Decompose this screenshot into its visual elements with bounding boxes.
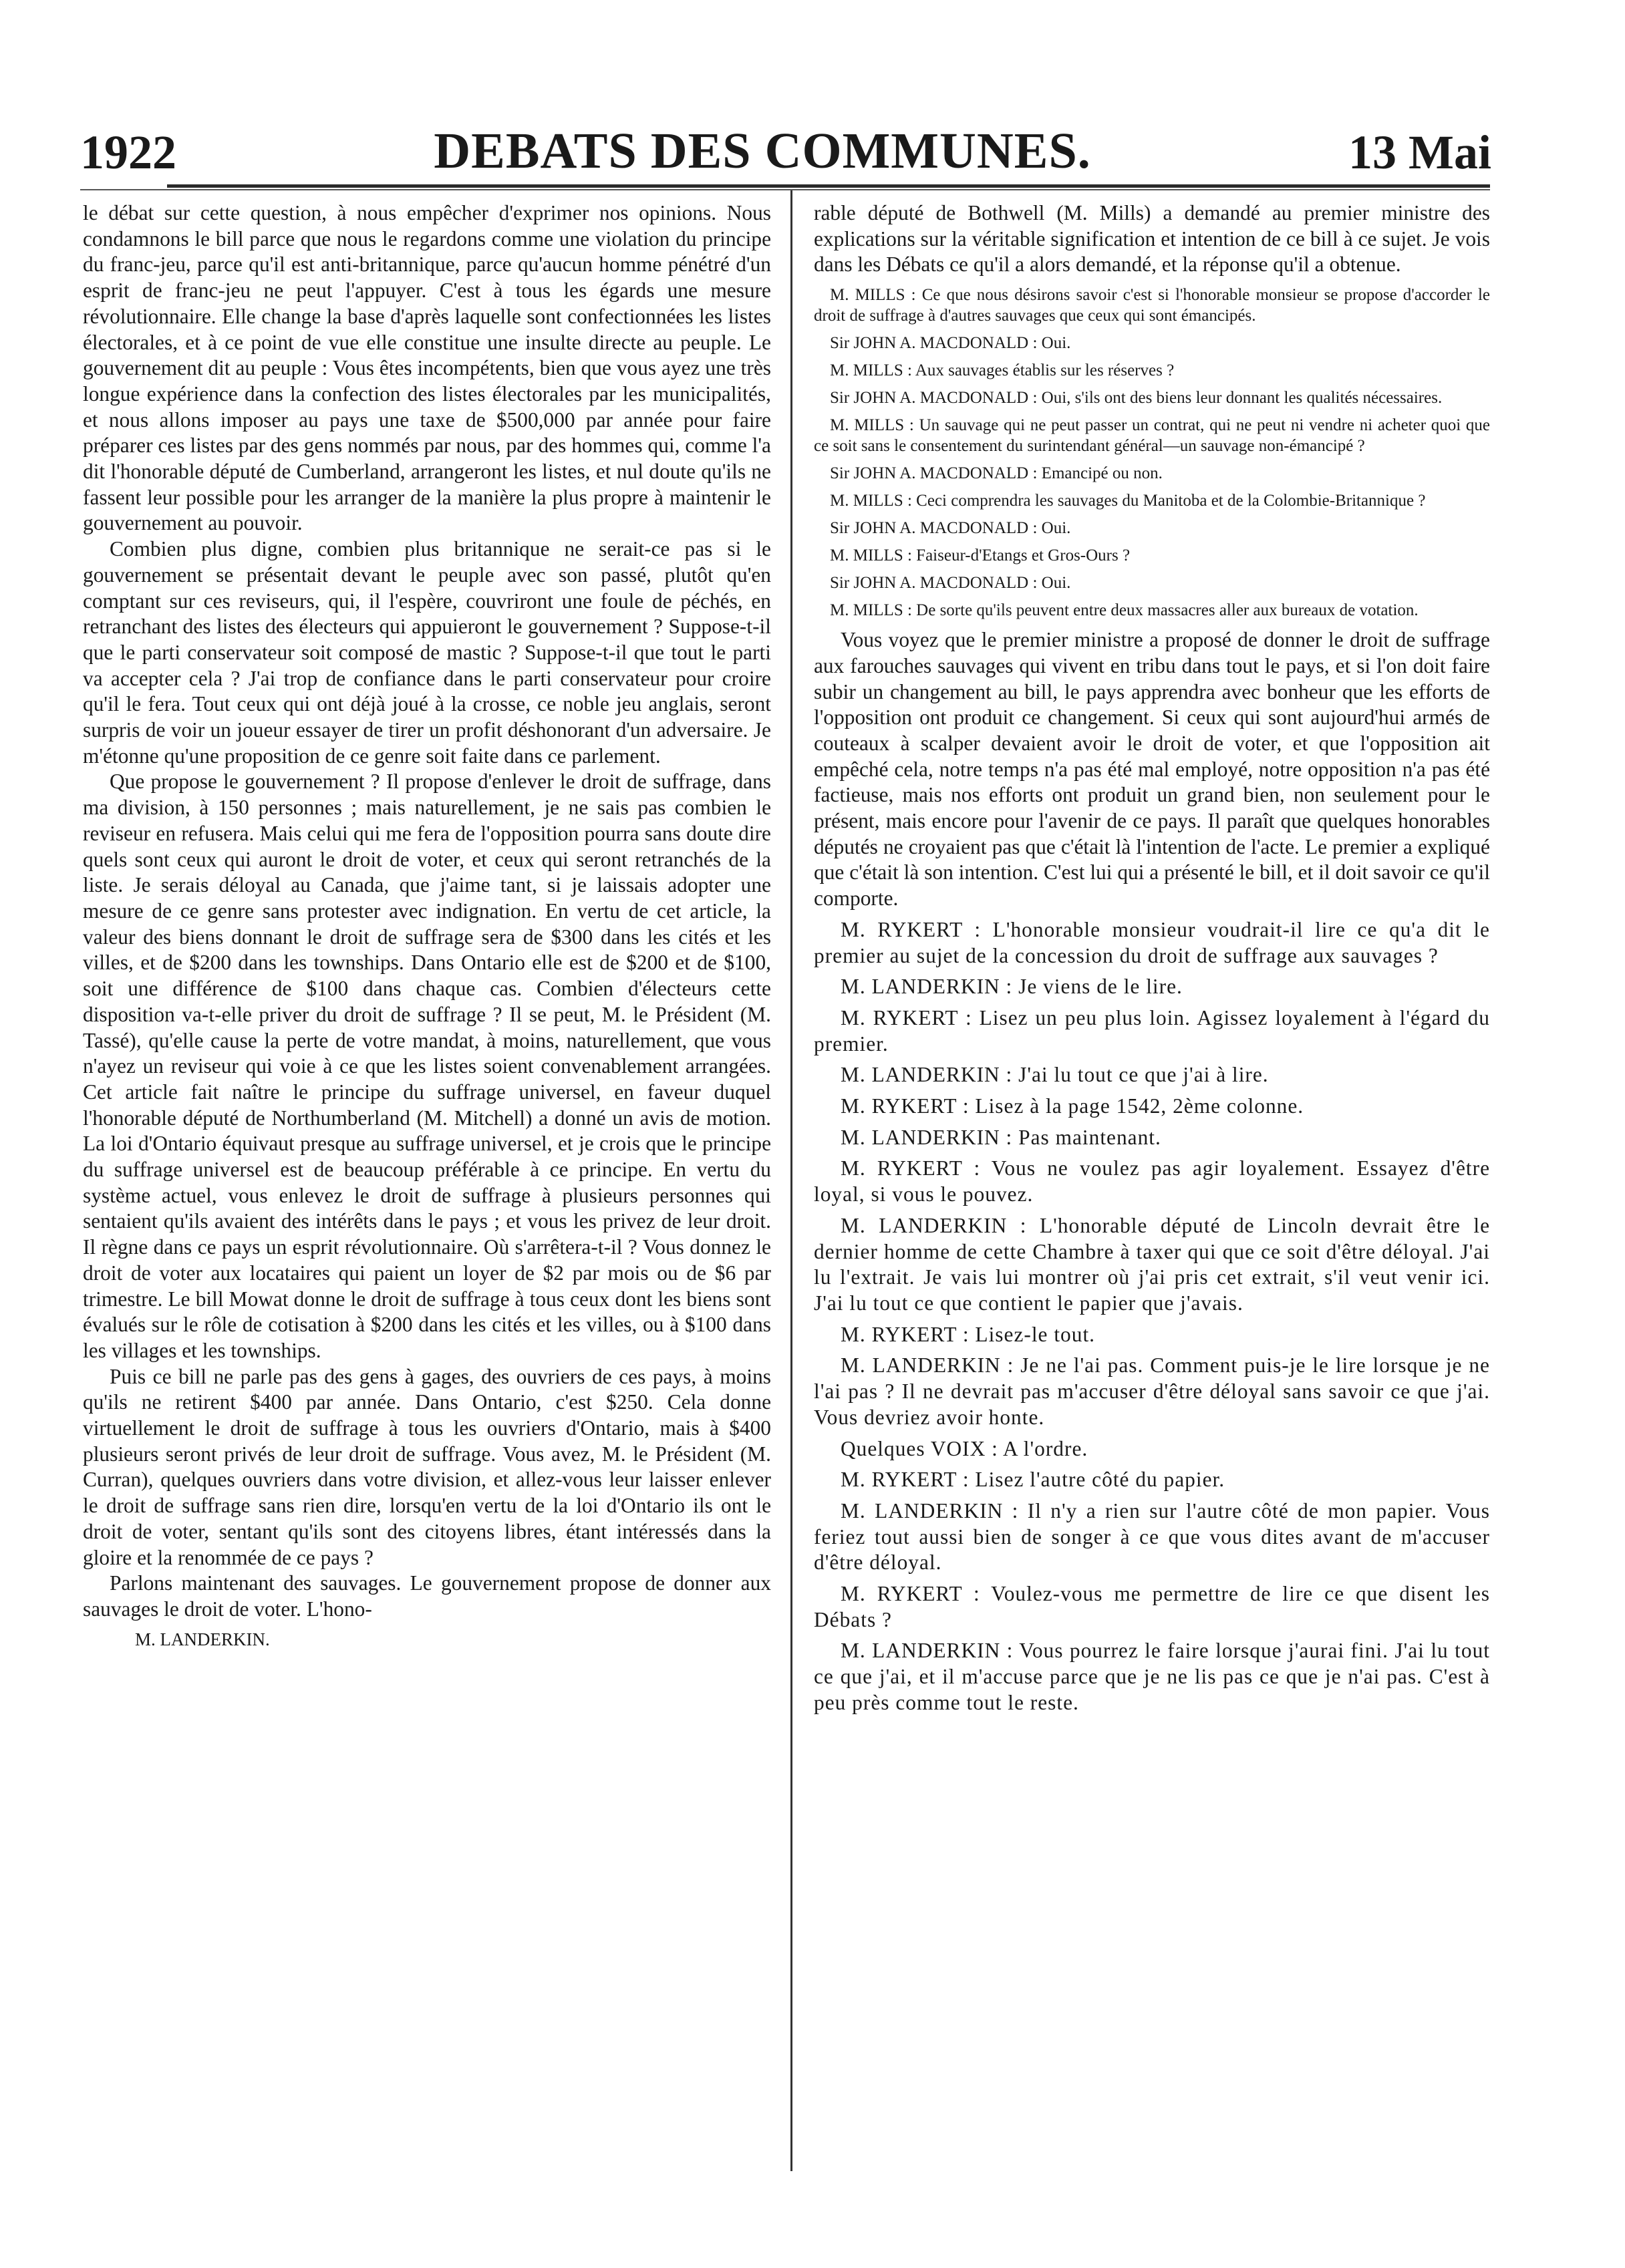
speech-line: M. LANDERKIN : L'honorable député de Lincoln devrait être le dernier homme de cette Chambre à taxer qui que ce soit d'être déloyal. J'ai lu l'extrait. Je vais lui montrer où j'ai pris cet extrait, s'il veut venir ici. J'ai lu tout ce que contient le papier que j'avais. [814, 1213, 1490, 1315]
speech-line: M. RYKERT : Lisez l'autre côté du papier. [841, 1468, 1225, 1492]
speech-line: M. LANDERKIN : Pas maintenant. [841, 1125, 1161, 1149]
speech-line: M. RYKERT : Lisez-le tout. [841, 1322, 1096, 1346]
speech-line: M. RYKERT : L'honorable monsieur voudrait-il lire ce qu'a dit le premier au sujet de la concession du droit de suffrage aux sauvages ? [814, 917, 1490, 967]
quote-line: M. MILLS : Faiseur-d'Etangs et Gros-Ours ? [830, 546, 1131, 565]
speech-line: Quelques VOIX : A l'ordre. [841, 1436, 1088, 1460]
header-rule [167, 184, 1490, 188]
paragraph: Vous voyez que le premier ministre a proposé de donner le droit de suffrage aux farouches sauvages qui vivent en tribu dans tout le pays, et si l'on doit faire subir un changement au bill, le pays apprendra avec bonheur que les efforts de l'opposition ont produit ce changement. Si ceux qui sont aujourd'hui armés de couteaux à scalper devaient avoir le droit de voter, et que l'opposition ait empêché cela, notre temps n'a pas été mal employé, notre opposition n'a pas été factieuse, mais nos efforts ont produit un grand bien, non seulement pour le présent, mais encore pour l'avenir de ce pays. Il paraît que quelques honorables députés ne croyaient pas que c'était là l'intention de l'acte. Le premier a expliqué que c'était là son intention. C'est lui qui a présenté le bill, et il doit savoir ce qu'il comporte. [814, 628, 1490, 911]
page-date: 13 Mai [1348, 126, 1491, 179]
speech-line: M. RYKERT : Lisez à la page 1542, 2ème colonne. [841, 1094, 1304, 1118]
quote-line: M. MILLS : Aux sauvages établis sur les réserves ? [830, 361, 1175, 380]
right-column [814, 200, 1490, 2191]
quote-line: Sir JOHN A. MACDONALD : Oui. [830, 519, 1071, 538]
speech-line: M. RYKERT : Voulez-vous me permettre de lire ce que disent les Débats ? [814, 1582, 1490, 1631]
page-header [80, 107, 1491, 180]
speaker-signature: M. LANDERKIN. [135, 1629, 270, 1649]
paragraph: Puis ce bill ne parle pas des gens à gages, des ouvriers de ces pays, à moins qu'ils ne retirent $400 par année. Dans Ontario, c'est $250. Cela donne virtuellement le droit de suffrage à tous les ouvriers d'Ontario, mais à $400 plusieurs seront privés de leur droit de suffrage. Vous avez, M. le Président (M. Curran), quelques ouvriers dans votre division, et allez-vous leur laisser enlever le droit de suffrage sans rien dire, lorsqu'en vertu de la loi d'Ontario ils ont le droit de voter, sentant qu'ils sont des citoyens libres, étant intéressés dans la gloire et la renommée de ce pays ? [83, 1364, 771, 1569]
speech-line: M. LANDERKIN : Je ne l'ai pas. Comment puis-je le lire lorsque je ne l'ai pas ? Il ne devrait pas m'accuser d'être déloyal sans savoir ce que j'ai. Vous devriez avoir honte. [814, 1353, 1490, 1429]
paragraph: Combien plus digne, combien plus britannique ne serait-ce pas si le gouvernement se présentait devant le peuple avec son passé, plutôt qu'en comptant sur ces reviseurs, qui, il l'espère, couvriront une foule de péchés, en retranchant des listes des électeurs qui appuieront le gouvernement ? Suppose-t-il que le parti conservateur soit composé de mastic ? Suppose-t-il que tout le parti va accepter cela ? J'ai trop de confiance dans le parti conservateur pour croire qu'il le fera. Tout ceux qui ont déjà joué à la crosse, ce noble jeu anglais, seront surpris de voir un joueur essayer de tirer un profit déshonorant d'un adversaire. Je m'étonne qu'une proposition de ce genre soit faite dans ce parlement. [83, 537, 771, 768]
column-divider [790, 190, 792, 2171]
publication-title: DEBATS DES COMMUNES. [434, 123, 1091, 179]
speech-line: M. LANDERKIN : Je viens de le lire. [841, 975, 1183, 999]
quote-line: M. MILLS : De sorte qu'ils peuvent entre deux massacres aller aux bureaux de votation. [830, 601, 1419, 620]
quote-line: M. MILLS : Ceci comprendra les sauvages du Manitoba et de la Colombie-Britannique ? [830, 492, 1426, 510]
page-number: 1922 [80, 126, 176, 179]
quote-line: Sir JOHN A. MACDONALD : Oui. [830, 334, 1071, 353]
quote-line: Sir JOHN A. MACDONALD : Oui. [830, 574, 1071, 593]
paragraph: Parlons maintenant des sauvages. Le gouvernement propose de donner aux sauvages le droit de voter. L'hono- [83, 1571, 771, 1621]
header-rule-thin [80, 189, 1490, 190]
speech-line: M. LANDERKIN : Il n'y a rien sur l'autre côté de mon papier. Vous feriez tout aussi bien de songer à ce que vous dites avant de m'accuser d'être déloyal. [814, 1498, 1490, 1575]
quoted-exchange [814, 285, 1490, 621]
paragraph: Que propose le gouvernement ? Il propose d'enlever le droit de suffrage, dans ma division, à 150 personnes ; mais naturellement, je ne sais pas combien le reviseur en refusera. Mais celui qui me fera de l'opposition pourra sans doute dire quels sont ceux qui auront le droit de voter, et ceux qui seront retranchés de la liste. Je serais déloyal au Canada, que j'aime tant, si je laissais adopter une mesure de ce genre sans protester avec indignation. En vertu de cet article, la valeur des biens donnant le droit de suffrage sera de $300 dans les cités et les villes, et de $200 dans les townships. Dans Ontario elle est de $200 et de $100, soit une différence de $100 dans chaque cas. Combien d'électeurs cette disposition va-t-elle priver du droit de suffrage ? Il se peut, M. le Président (M. Tassé), qu'elle cause la perte de votre mandat, à moins, naturellement, que vous n'ayez un reviseur qui voie à ce que les listes soient convenablement arrangées. Cet article fait naître le principe du suffrage universel, en faveur duquel l'honorable député de Northumberland (M. Mitchell) a donné un avis de motion. La loi d'Ontario équivaut presque au suffrage universel, et je crois que le principe du suffrage universel est de beaucoup préférable à ce principe. En vertu du système actuel, vous enlevez le droit de suffrage à plusieurs personnes qui sentaient qu'ils avaient des intérêts dans le pays ; et vous les privez de leur droit. Il règne dans ce pays un esprit révolutionnaire. Où s'arrêtera-t-il ? Vous donnez le droit de voter aux locataires qui paient un loyer de $2 par mois ou de $6 par trimestre. Le bill Mowat donne le droit de suffrage à tous ceux dont les biens sont évalués sur le rôle de cotisation à $200 dans les cités et les villes, ou à $100 dans les villages et les townships. [83, 770, 771, 1362]
speech-line: M. RYKERT : Vous ne voulez pas agir loyalement. Essayez d'être loyal, si vous le pouvez. [814, 1156, 1490, 1206]
paragraph: le débat sur cette question, à nous empêcher d'exprimer nos opinions. Nous condamnons le bill parce que nous le regardons comme une violation du principe du franc-jeu, parce qu'il est anti-britannique, parce qu'aucun homme pénétré d'un esprit de franc-jeu ne peut l'appuyer. C'est à tous les égards une mesure révolutionnaire. Elle change la base d'après laquelle sont confectionnées les listes électorales, et à ce point de vue elle constitue une insulte directe au peuple. Le gouvernement dit au peuple : Vous êtes incompétents, bien que vous ayez une très longue expérience dans la confection des listes électorales par les municipalités, et nous allons imposer au pays une taxe de $500,000 par année pour faire préparer ces listes par des gens nommés par nous, par des hommes qui, comme l'a dit l'honorable député de Cumberland, arrangeront les listes, et nul doute qu'ils ne fassent leur possible pour les arranger de la manière la plus propre à maintenir le gouvernement au pouvoir. [83, 201, 771, 535]
left-column [83, 200, 771, 2191]
speech-line: M. LANDERKIN : Vous pourrez le faire lorsque j'aurai fini. J'ai lu tout ce que j'ai, et il m'accuse parce que je ne lis pas ce que je n'ai pas. C'est à peu près comme tout le reste. [814, 1639, 1490, 1714]
paragraph: rable député de Bothwell (M. Mills) a demandé au premier ministre des explications sur la véritable signification et intention de ce bill à ce sujet. Je vois dans les Débats ce qu'il a alors demandé, et la réponse qu'il a obtenue. [814, 201, 1490, 277]
speech-line: M. LANDERKIN : J'ai lu tout ce que j'ai à lire. [841, 1063, 1269, 1087]
quote-line: M. MILLS : Ce que nous désirons savoir c'est si l'honorable monsieur se propose d'accorder le droit de suffrage à d'autres sauvages que ceux qui sont émancipés. [814, 286, 1490, 325]
speech-line: M. RYKERT : Lisez un peu plus loin. Agissez loyalement à l'égard du premier. [814, 1005, 1490, 1056]
quote-line: Sir JOHN A. MACDONALD : Oui, s'ils ont des biens leur donnant les qualités nécessaires. [830, 389, 1443, 408]
quote-line: Sir JOHN A. MACDONALD : Emancipé ou non. [830, 464, 1163, 483]
quote-line: M. MILLS : Un sauvage qui ne peut passer un contrat, qui ne peut ni vendre ni acheter quoi que ce soit sans le consentement du surintendant général—un sauvage non-émancipé ? [814, 416, 1490, 456]
